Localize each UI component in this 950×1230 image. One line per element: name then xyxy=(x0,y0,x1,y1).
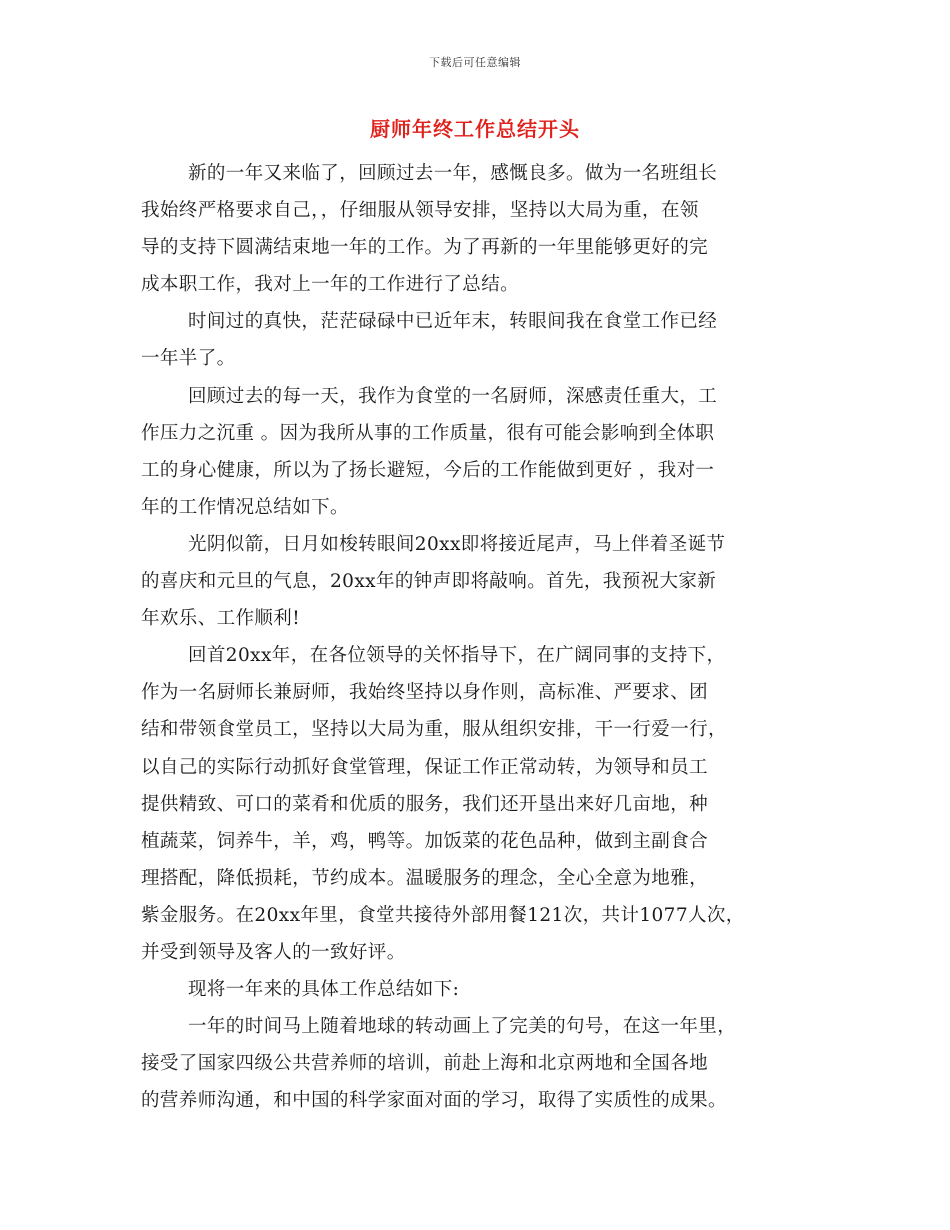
text-line: 我始终严格要求自己，，仔细服从领导安排，坚持以大局为重，在领 xyxy=(141,200,699,222)
text-line: 紫金服务。在20xx年里，食堂共接待外部用餐121次，共计1077人次， xyxy=(141,904,745,926)
text-line: 以自己的实际行动抓好食堂管理，保证工作正常动转，为领导和员工 xyxy=(141,756,709,778)
text-line: 回首20xx年，在各位领导的关怀指导下，在广阔同事的支持下， xyxy=(188,645,726,667)
text-line: 一年半了。 xyxy=(141,348,236,370)
text-line: 植蔬菜，饲养牛，羊，鸡，鸭等。加饭菜的花色品种，做到主副食合 xyxy=(141,830,709,852)
text-line: 的喜庆和元旦的气息，20xx年的钟声即将敲响。首先，我预祝大家新 xyxy=(141,571,717,593)
text-line: 年的工作情况总结如下。 xyxy=(141,496,349,518)
text-line: 光阴似箭，日月如梭转眼间20xx即将接近尾声，马上伴着圣诞节 xyxy=(188,533,726,555)
text-line: 现将一年来的具体工作总结如下: xyxy=(188,979,460,1001)
header-note: 下载后可任意编辑 xyxy=(429,56,521,69)
text-line: 的营养师沟通，和中国的科学家面对面的学习，取得了实质性的成果。 xyxy=(141,1090,727,1112)
text-line: 工的身心健康，所以为了扬长避短，今后的工作能做到更好 ，我对一 xyxy=(141,459,715,481)
text-line: 年欢乐、工作顺利! xyxy=(141,608,301,630)
text-line: 作压力之沉重 。因为我所从事的工作质量，很有可能会影响到全体职 xyxy=(141,422,715,444)
text-line: 作为一名厨师长兼厨师，我始终坚持以身作则，高标准、严要求、团 xyxy=(141,682,709,704)
text-line: 并受到领导及客人的一致好评。 xyxy=(141,941,406,963)
document-body xyxy=(141,155,821,1119)
text-line: 时间过的真快，茫茫碌碌中已近年末，转眼间我在食堂工作已经 xyxy=(188,311,718,333)
text-line: 提供精致、可口的菜肴和优质的服务，我们还开垦出来好几亩地，种 xyxy=(141,793,709,815)
text-line: 理搭配，降低损耗，节约成本。温暖服务的理念，全心全意为地雅， xyxy=(141,867,709,889)
text-line: 导的支持下圆满结束地一年的工作。为了再新的一年里能够更好的完 xyxy=(141,237,709,259)
text-line: 接受了国家四级公共营养师的培训，前赴上海和北京两地和全国各地 xyxy=(141,1053,709,1075)
text-line: 一年的时间马上随着地球的转动画上了完美的句号，在这一年里， xyxy=(188,1016,737,1038)
text-line: 结和带领食堂员工，坚持以大局为重，服从组织安排，干一行爱一行， xyxy=(141,719,727,741)
text-line: 新的一年又来临了，回顾过去一年，感慨良多。做为一名班组长 xyxy=(188,163,718,184)
text-line: 回顾过去的每一天，我作为食堂的一名厨师，深感责任重大，工 xyxy=(188,385,718,407)
text-line: 成本职工作，我对上一年的工作进行了总结。 xyxy=(141,274,520,296)
page-title: 厨师年终工作总结开头 xyxy=(370,117,580,141)
